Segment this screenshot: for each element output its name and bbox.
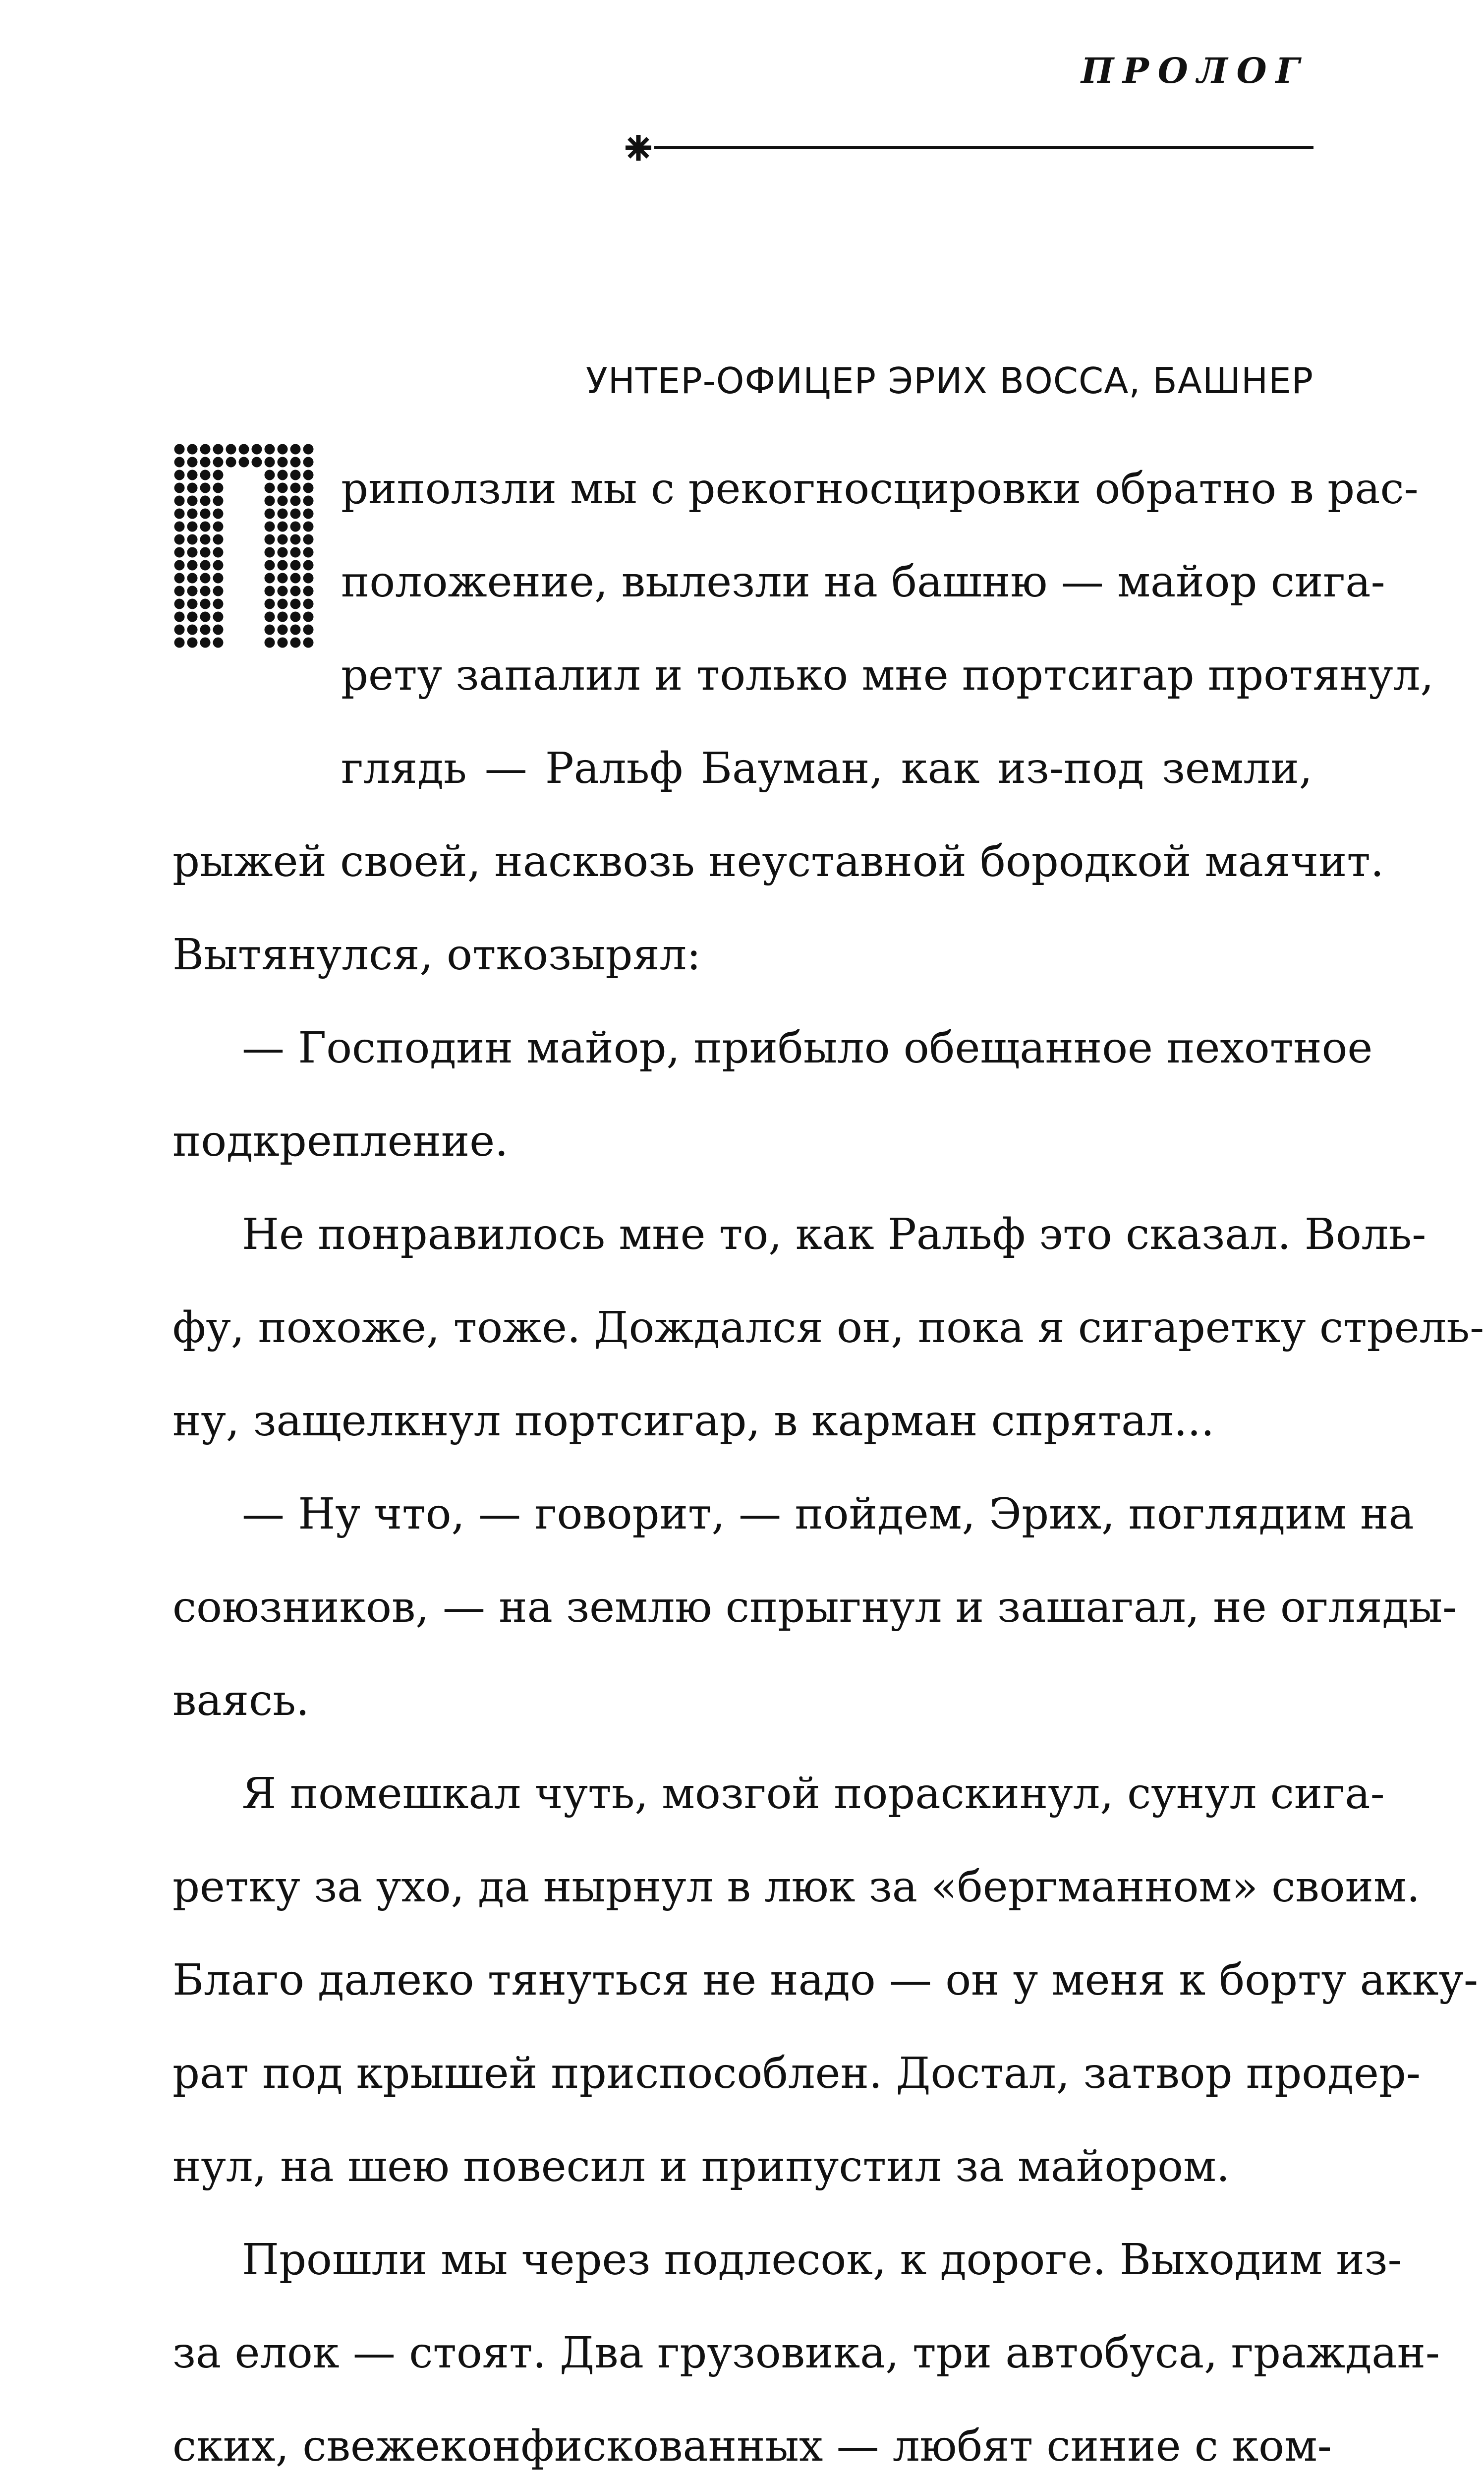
- text-line: союзников, — на землю спрыгнул и зашагал, не огляды-: [172, 1583, 1457, 1632]
- text-line: Вытянулся, откозырял:: [172, 930, 701, 980]
- text-line: Прошли мы через подлесок, к дороге. Выходим из-: [242, 2235, 1402, 2285]
- text-line: нул, на шею повесил и припустил за майором.: [172, 2142, 1230, 2191]
- text-line: риползли мы с рекогносцировки обратно в рас-: [341, 464, 1419, 514]
- text-line: — Ну что, — говорит, — пойдем, Эрих, поглядим на: [242, 1489, 1414, 1539]
- body-text: [172, 442, 1484, 2479]
- text-line: Благо далеко тянуться не надо — он у меня к борту акку-: [172, 1955, 1479, 2005]
- running-head: ПРОЛОГ: [1081, 50, 1309, 91]
- text-line: Не понравилось мне то, как Ральф это сказал. Воль-: [242, 1210, 1427, 1259]
- text-line: ну, защелкнул портсигар, в карман спрятал...: [172, 1396, 1215, 1446]
- text-line: ретку за ухо, да нырнул в люк за «бергманном» своим.: [172, 1862, 1421, 1912]
- text-line: фу, похоже, тоже. Дождался он, пока я сигаретку стрель-: [172, 1303, 1484, 1353]
- star-rule-icon: [624, 130, 1313, 165]
- text-line: за елок — стоят. Два грузовика, три автобуса, граждан-: [172, 2328, 1440, 2378]
- text-line: положение, вылезли на башню — майор сига-: [341, 557, 1385, 607]
- text-line: рат под крышей приспособлен. Достал, затвор продер-: [172, 2049, 1421, 2098]
- text-line: глядь — Ральф Бауман, как из-под земли,: [341, 744, 1313, 793]
- text-line: Я помешкал чуть, мозгой пораскинул, сунул сига-: [242, 1769, 1385, 1819]
- text-line: рыжей своей, насквозь неуставной бородкой маячит.: [172, 837, 1384, 886]
- text-line: ских, свежеконфискованных — любят синие с ком-: [172, 2421, 1332, 2471]
- text-line: подкрепление.: [172, 1117, 509, 1166]
- text-line: — Господин майор, прибыло обещанное пехотное: [242, 1023, 1373, 1073]
- text-line: ваясь.: [172, 1676, 310, 1725]
- chapter-heading: УНТЕР-ОФИЦЕР ЭРИХ ВОССА, БАШНЕР: [585, 360, 1313, 402]
- text-line: рету запалил и только мне портсигар протянул,: [341, 650, 1434, 700]
